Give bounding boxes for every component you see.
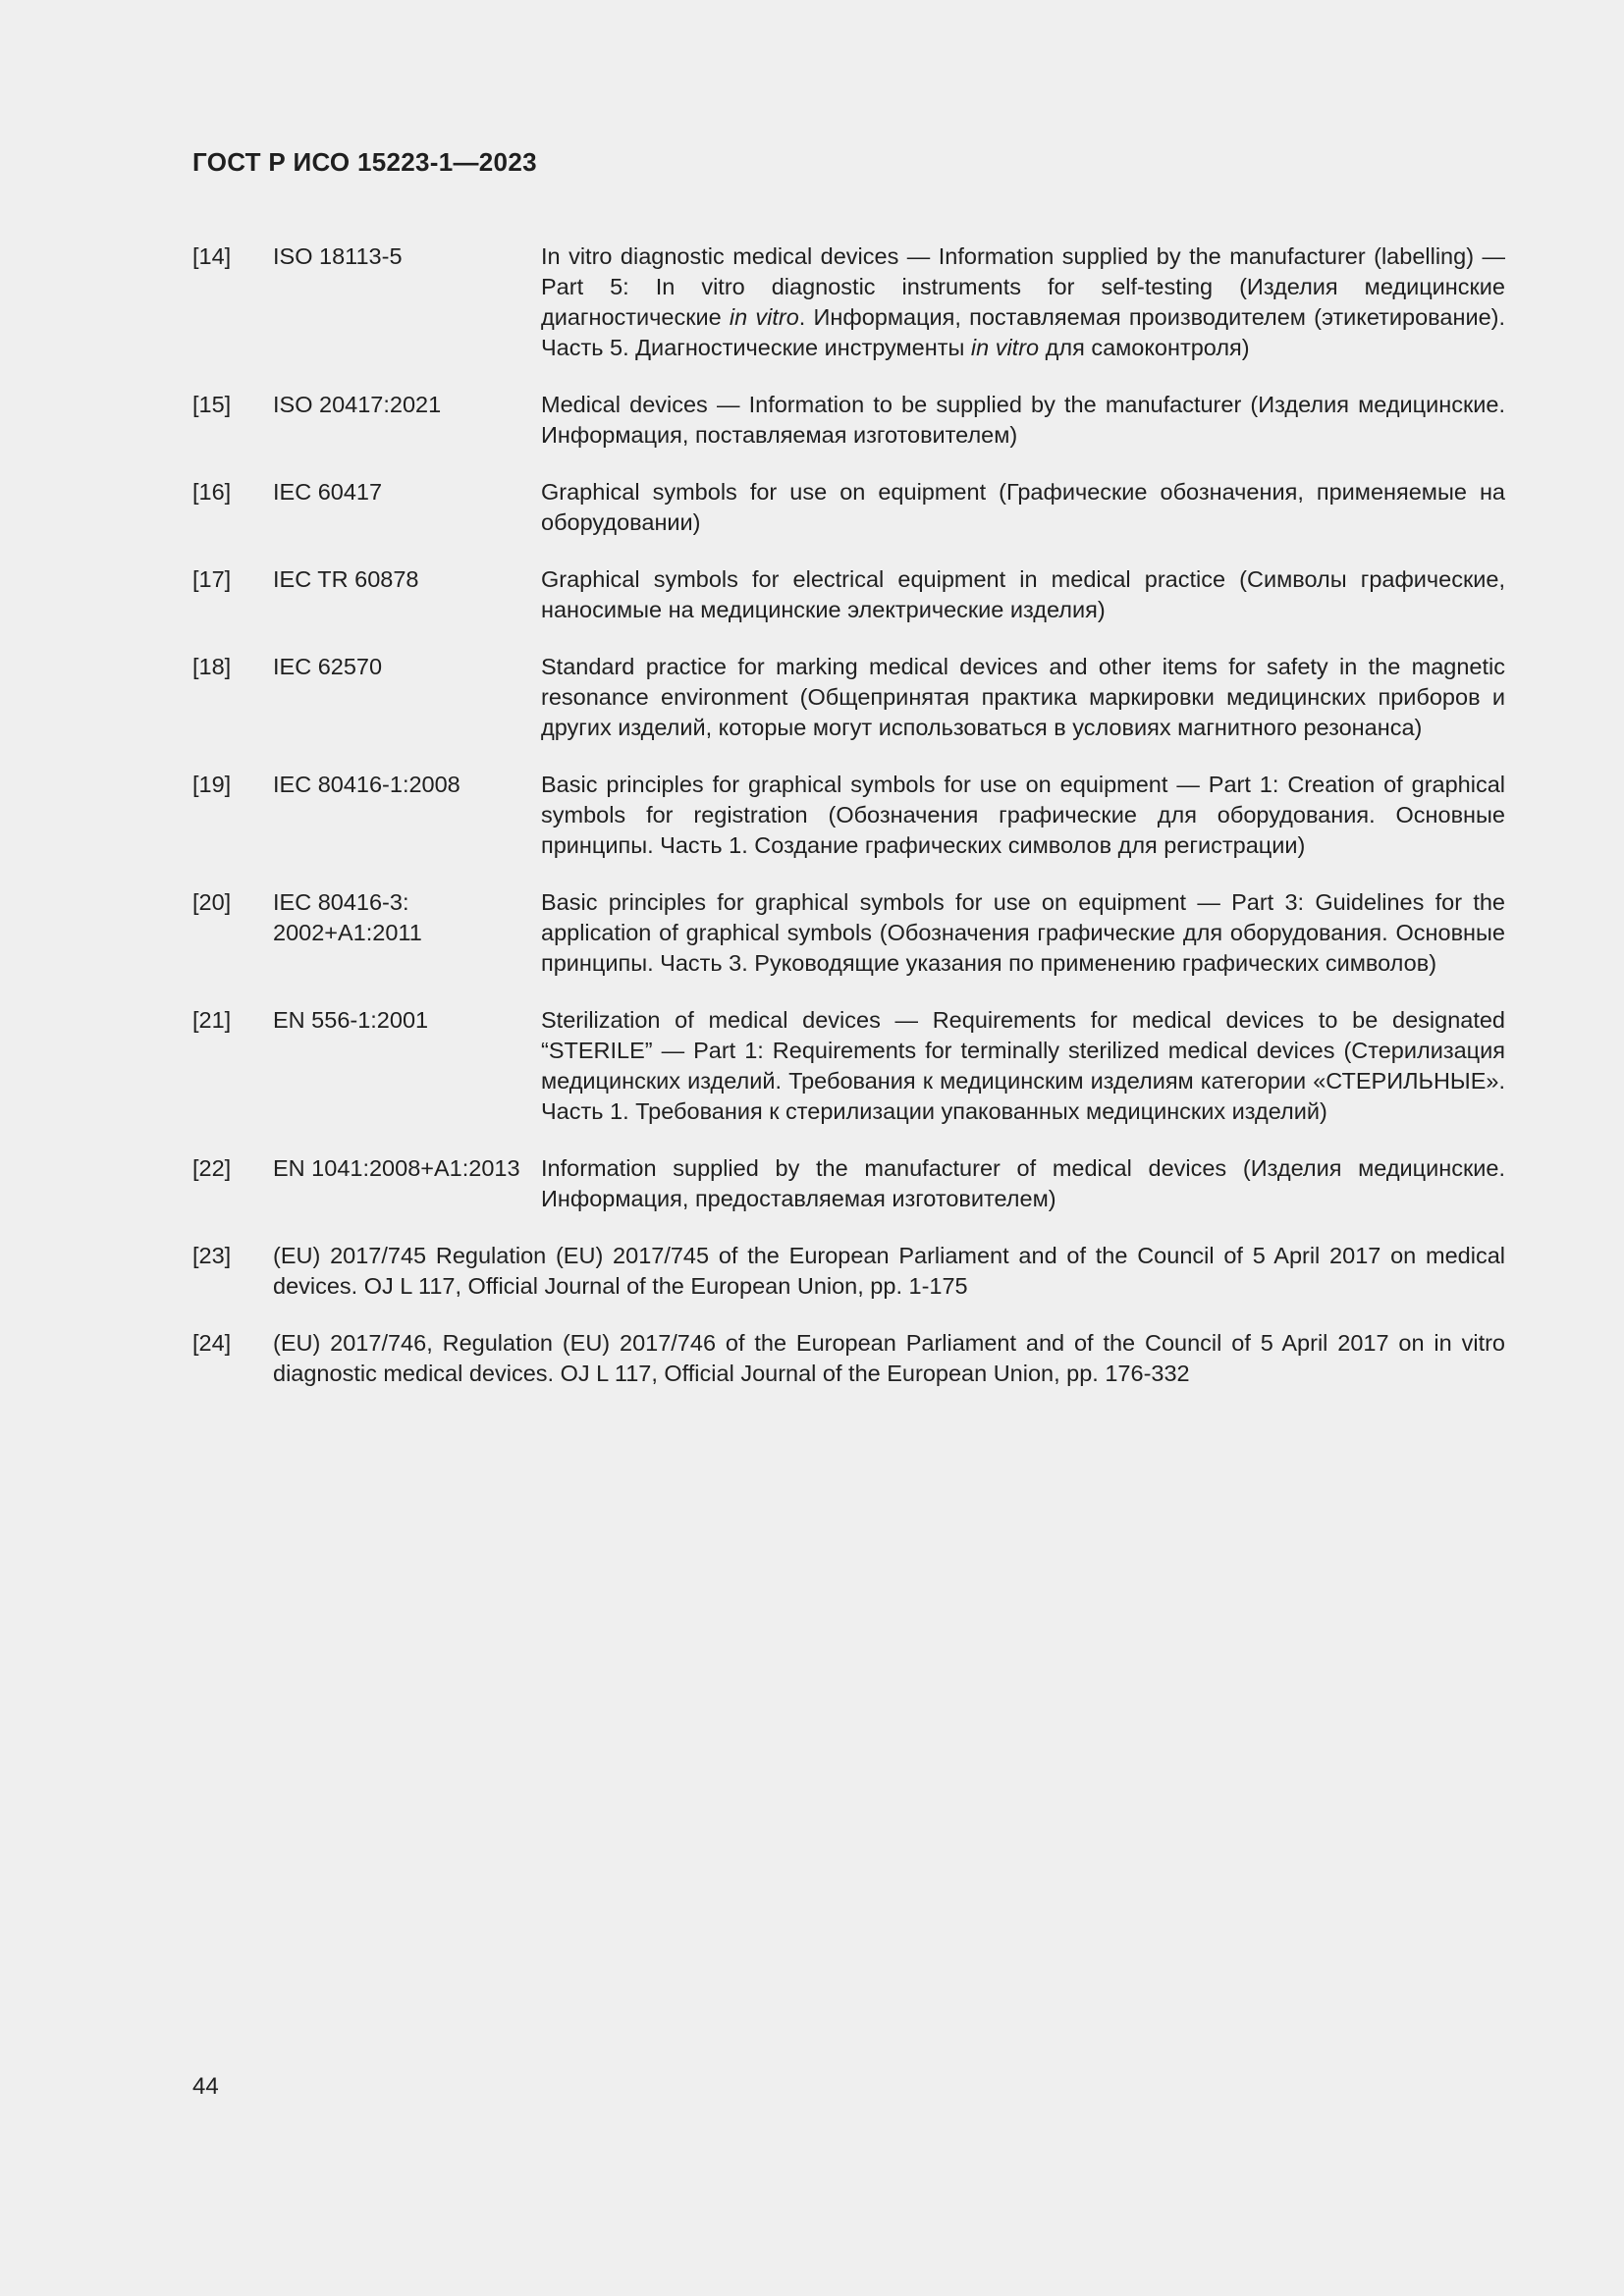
reference-number: [20] — [192, 889, 232, 915]
reference-title: Information supplied by the manufacturer of medical devices (Изделия медицинские. Информация, предоставляемая изготовителем) — [541, 1155, 1505, 1211]
reference-number: [15] — [192, 392, 232, 417]
reference-number: [24] — [192, 1330, 232, 1356]
bibliography-entry-21 — [192, 1005, 1505, 1127]
page-number: 44 — [192, 2073, 219, 2100]
reference-code: IEC TR 60878 — [273, 566, 419, 592]
reference-title-italic: in vitro — [970, 335, 1040, 360]
reference-number: [16] — [192, 479, 232, 505]
reference-code: IEC 62570 — [273, 654, 383, 679]
bibliography-entry-16 — [192, 477, 1505, 538]
reference-code: IEC 80416-1:2008 — [273, 772, 460, 797]
reference-title-part: In vitro diagnostic medical devices — Information supplied by the manufacturer (labelling) — Part 5: In vitro diagnostic instruments for self-testing (Изделия медицинские диагностические — [541, 243, 1505, 330]
bibliography-entry-17 — [192, 564, 1505, 625]
reference-code: ISO 20417:2021 — [273, 392, 442, 417]
bibliography-list — [192, 241, 1505, 1415]
reference-number: [17] — [192, 566, 232, 592]
reference-number: [21] — [192, 1007, 232, 1033]
bibliography-entry-14 — [192, 241, 1505, 363]
bibliography-entry-18 — [192, 652, 1505, 743]
reference-title: Standard practice for marking medical devices and other items for safety in the magnetic resonance environment (Общепринятая практика маркировки медицинских приборов и других изделий, которые могут использоваться в условиях магнитного резонанса) — [541, 654, 1505, 740]
reference-number: [14] — [192, 243, 232, 269]
reference-code: IEC 60417 — [273, 479, 383, 505]
reference-code: EN 556-1:2001 — [273, 1007, 429, 1033]
reference-title: (EU) 2017/746, Regulation (EU) 2017/746 of the European Parliament and of the Council of 5 April 2017 on in vitro diagnostic medical devices. OJ L 117, Official Journal of the European Union, pp. 176-332 — [273, 1330, 1505, 1386]
reference-title: Sterilization of medical devices — Requirements for medical devices to be designated “STERILE” — Part 1: Requirements for terminally sterilized medical devices (Стерилизация медицинских изделий. Требования к медицинским изделиям категории «СТЕРИЛЬНЫЕ». Часть 1. Требования к стерилизации упакованных медицинских изделий) — [541, 1007, 1505, 1124]
reference-number: [23] — [192, 1243, 232, 1268]
reference-code: EN 1041:2008+A1:2013 — [273, 1155, 520, 1181]
reference-number: [22] — [192, 1155, 232, 1181]
document-header: ГОСТ Р ИСО 15223-1—2023 — [192, 147, 537, 177]
reference-title: Graphical symbols for electrical equipment in medical practice (Символы графические, наносимые на медицинские электрические изделия) — [541, 566, 1505, 622]
bibliography-entry-20 — [192, 887, 1505, 979]
bibliography-entry-19 — [192, 770, 1505, 861]
reference-title: Basic principles for graphical symbols for use on equipment — Part 3: Guidelines for the application of graphical symbols (Обозначения графические для оборудования. Основные принципы. Часть 3. Руководящие указания по применению графических символов) — [541, 889, 1505, 976]
reference-title: Graphical symbols for use on equipment (Графические обозначения, применяемые на оборудовании) — [541, 479, 1505, 535]
reference-number: [19] — [192, 772, 232, 797]
reference-title-part: . Информация, поставляемая производителем (этикетирование). Часть 5. Диагностические инструменты — [541, 304, 1505, 360]
reference-title-part: для самоконтроля) — [1039, 335, 1250, 360]
reference-title — [541, 241, 1505, 363]
reference-title: Basic principles for graphical symbols for use on equipment — Part 1: Creation of graphical symbols for registration (Обозначения графические для оборудования. Основные принципы. Часть 1. Создание графических символов для регистрации) — [541, 772, 1505, 858]
reference-title: (EU) 2017/745 Regulation (EU) 2017/745 of the European Parliament and of the Council of 5 April 2017 on medical devices. OJ L 117, Official Journal of the European Union, pp. 1-175 — [273, 1243, 1505, 1299]
bibliography-entry-22 — [192, 1153, 1505, 1214]
bibliography-entry-23 — [192, 1241, 1505, 1302]
bibliography-entry-24 — [192, 1328, 1505, 1389]
reference-code: ISO 18113-5 — [273, 243, 403, 269]
reference-code: IEC 80416-3: 2002+A1:2011 — [273, 889, 422, 945]
bibliography-entry-15 — [192, 390, 1505, 451]
reference-number: [18] — [192, 654, 232, 679]
reference-title-italic: in vitro — [729, 304, 799, 330]
reference-title: Medical devices — Information to be supplied by the manufacturer (Изделия медицинские. Информация, поставляемая изготовителем) — [541, 392, 1505, 448]
